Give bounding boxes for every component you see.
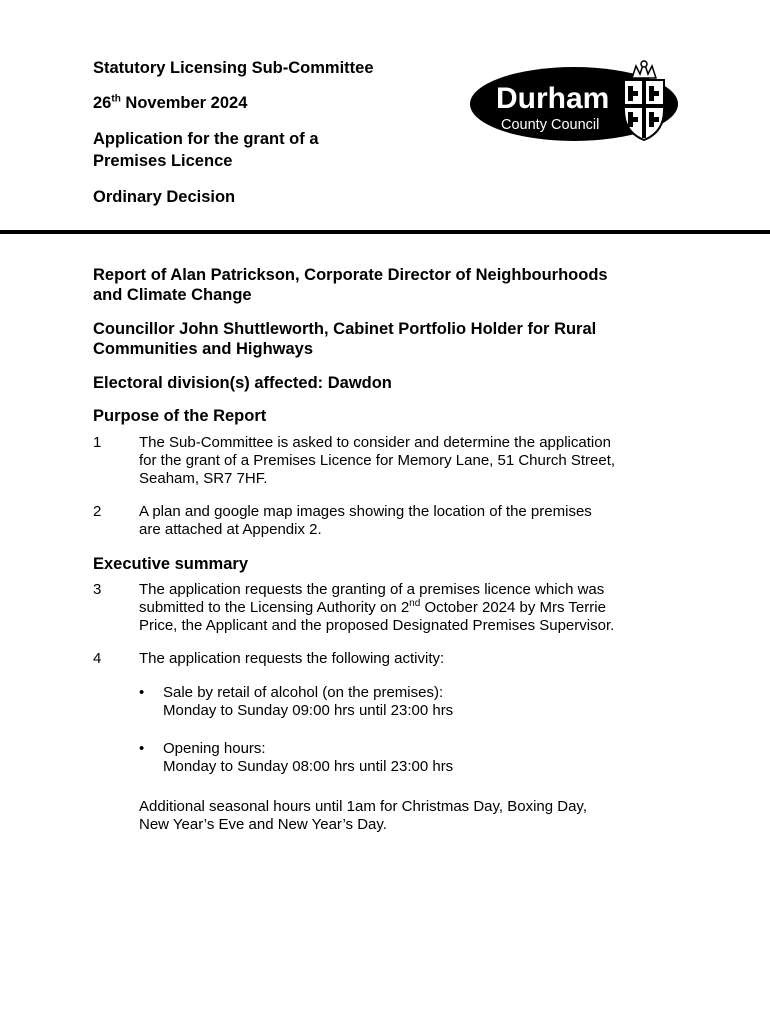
durham-county-council-logo <box>468 58 688 149</box>
application-title-line2: Premises Licence <box>93 152 233 170</box>
paragraph-line: Seaham, SR7 7HF. <box>139 470 268 487</box>
paragraph-3 <box>139 581 699 635</box>
bullet-icon: • <box>139 684 145 701</box>
logo-subtitle: County Council <box>501 117 600 133</box>
councillor-line1: Councillor John Shuttleworth, Cabinet Portfolio Holder for Rural <box>93 320 597 338</box>
bullet-line: Monday to Sunday 09:00 hrs until 23:00 hrs <box>163 702 454 719</box>
paragraph-line: Additional seasonal hours until 1am for Christmas Day, Boxing Day, <box>139 798 587 815</box>
paragraph-2 <box>139 503 699 539</box>
date-rest: November 2024 <box>120 94 248 112</box>
paragraph-number: 1 <box>93 434 102 451</box>
bullet-item <box>163 684 683 720</box>
paragraph-line: are attached at Appendix 2. <box>139 521 322 538</box>
line-text: submitted to the Licensing Authority on 2 <box>139 599 410 616</box>
bullet-line: Sale by retail of alcohol (on the premises): <box>163 684 444 701</box>
report-author-line2: and Climate Change <box>93 286 252 304</box>
application-title-line1: Application for the grant of a <box>93 130 319 148</box>
date-suffix: th <box>111 93 121 105</box>
paragraph-number: 2 <box>93 503 102 520</box>
logo-name: Durham <box>496 82 610 115</box>
line-text: October 2024 by Mrs Terrie <box>420 599 606 616</box>
additional-hours <box>139 798 699 834</box>
executive-summary-heading: Executive summary <box>93 555 249 573</box>
committee-title: Statutory Licensing Sub-Committee <box>93 59 374 77</box>
purpose-heading: Purpose of the Report <box>93 407 267 425</box>
bullet-item <box>163 740 683 776</box>
date-day: 26 <box>93 94 112 112</box>
bullet-icon: • <box>139 740 145 757</box>
paragraph-line <box>139 599 699 617</box>
paragraph-line: The application requests the granting of a premises licence which was <box>139 581 605 598</box>
councillor-line2: Communities and Highways <box>93 340 314 358</box>
paragraph-line: Price, the Applicant and the proposed Designated Premises Supervisor. <box>139 617 615 634</box>
paragraph-number: 3 <box>93 581 102 598</box>
header-divider <box>0 230 770 234</box>
paragraph-line: The Sub-Committee is asked to consider and determine the application <box>139 434 611 451</box>
paragraph-4-intro: The application requests the following activity: <box>139 650 445 667</box>
bullet-line: Opening hours: <box>163 740 266 757</box>
report-author-line1: Report of Alan Patrickson, Corporate Director of Neighbourhoods <box>93 266 608 284</box>
paragraph-line: for the grant of a Premises Licence for Memory Lane, 51 Church Street, <box>139 452 616 469</box>
electoral-division: Electoral division(s) affected: Dawdon <box>93 374 392 392</box>
logo-graphic <box>468 58 688 144</box>
paragraph-number: 4 <box>93 650 102 667</box>
paragraph-line: A plan and google map images showing the location of the premises <box>139 503 592 520</box>
paragraph-line: New Year’s Eve and New Year’s Day. <box>139 816 387 833</box>
bullet-line: Monday to Sunday 08:00 hrs until 23:00 hrs <box>163 758 454 775</box>
decision-type: Ordinary Decision <box>93 188 236 206</box>
meeting-date <box>93 92 247 114</box>
paragraph-1 <box>139 434 699 488</box>
ordinal-suffix: nd <box>409 598 421 609</box>
